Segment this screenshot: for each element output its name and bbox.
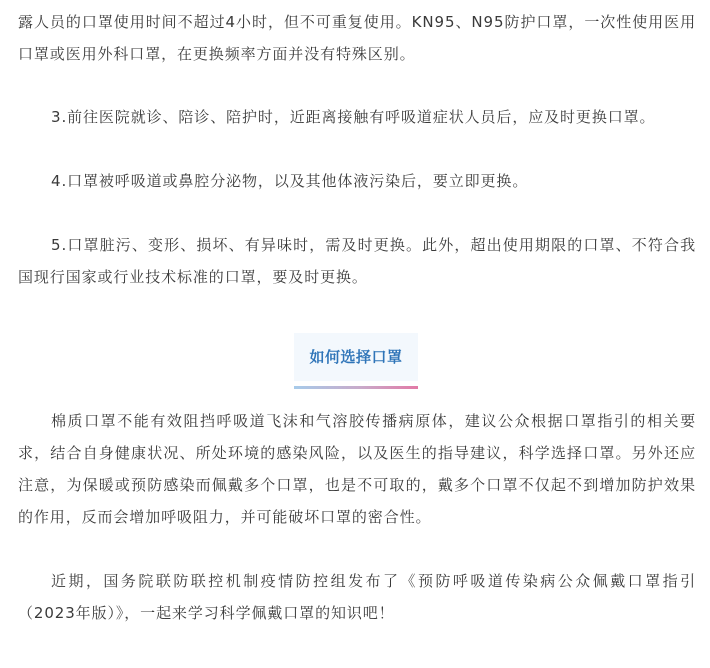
paragraph-mask-usage-time: 露人员的口罩使用时间不超过4小时，但不可重复使用。KN95、N95防护口罩，一次性使用医用口罩或医用外科口罩，在更换频率方面并没有特殊区别。 bbox=[18, 13, 696, 63]
paragraph-cotton-mask: 棉质口罩不能有效阻挡呼吸道飞沫和气溶胶传播病原体，建议公众根据口罩指引的相关要求，结合自身健康状况、所处环境的感染风险，以及医生的指导建议，科学选择口罩。另外还应注意，为保暖或预防感染而佩戴多个口罩，也是不可取的，戴多个口罩不仅起不到增加防护效果的作用，反而会增加呼吸阻力，并可能破坏口罩的密合性。 bbox=[18, 412, 696, 526]
paragraph-replace-item-3: 3.前往医院就诊、陪诊、陪护时，近距离接触有呼吸道症状人员后，应及时更换口罩。 bbox=[51, 108, 656, 126]
paragraph-replace-item-5: 5.口罩脏污、变形、损坏、有异味时，需及时更换。此外，超出使用期限的口罩、不符合我国现行国家或行业技术标准的口罩，要及时更换。 bbox=[18, 236, 696, 286]
paragraph-recent-guideline: 近期，国务院联防联控机制疫情防控组发布了《预防呼吸道传染病公众佩戴口罩指引（2023年版）》，一起来学习科学佩戴口罩的知识吧！ bbox=[18, 572, 696, 622]
paragraph-replace-item-4: 4.口罩被呼吸道或鼻腔分泌物，以及其他体液污染后，要立即更换。 bbox=[51, 172, 529, 190]
section-heading-box bbox=[294, 333, 418, 381]
section-heading: 如何选择口罩 bbox=[309, 348, 403, 366]
section-heading-underline bbox=[294, 386, 418, 389]
